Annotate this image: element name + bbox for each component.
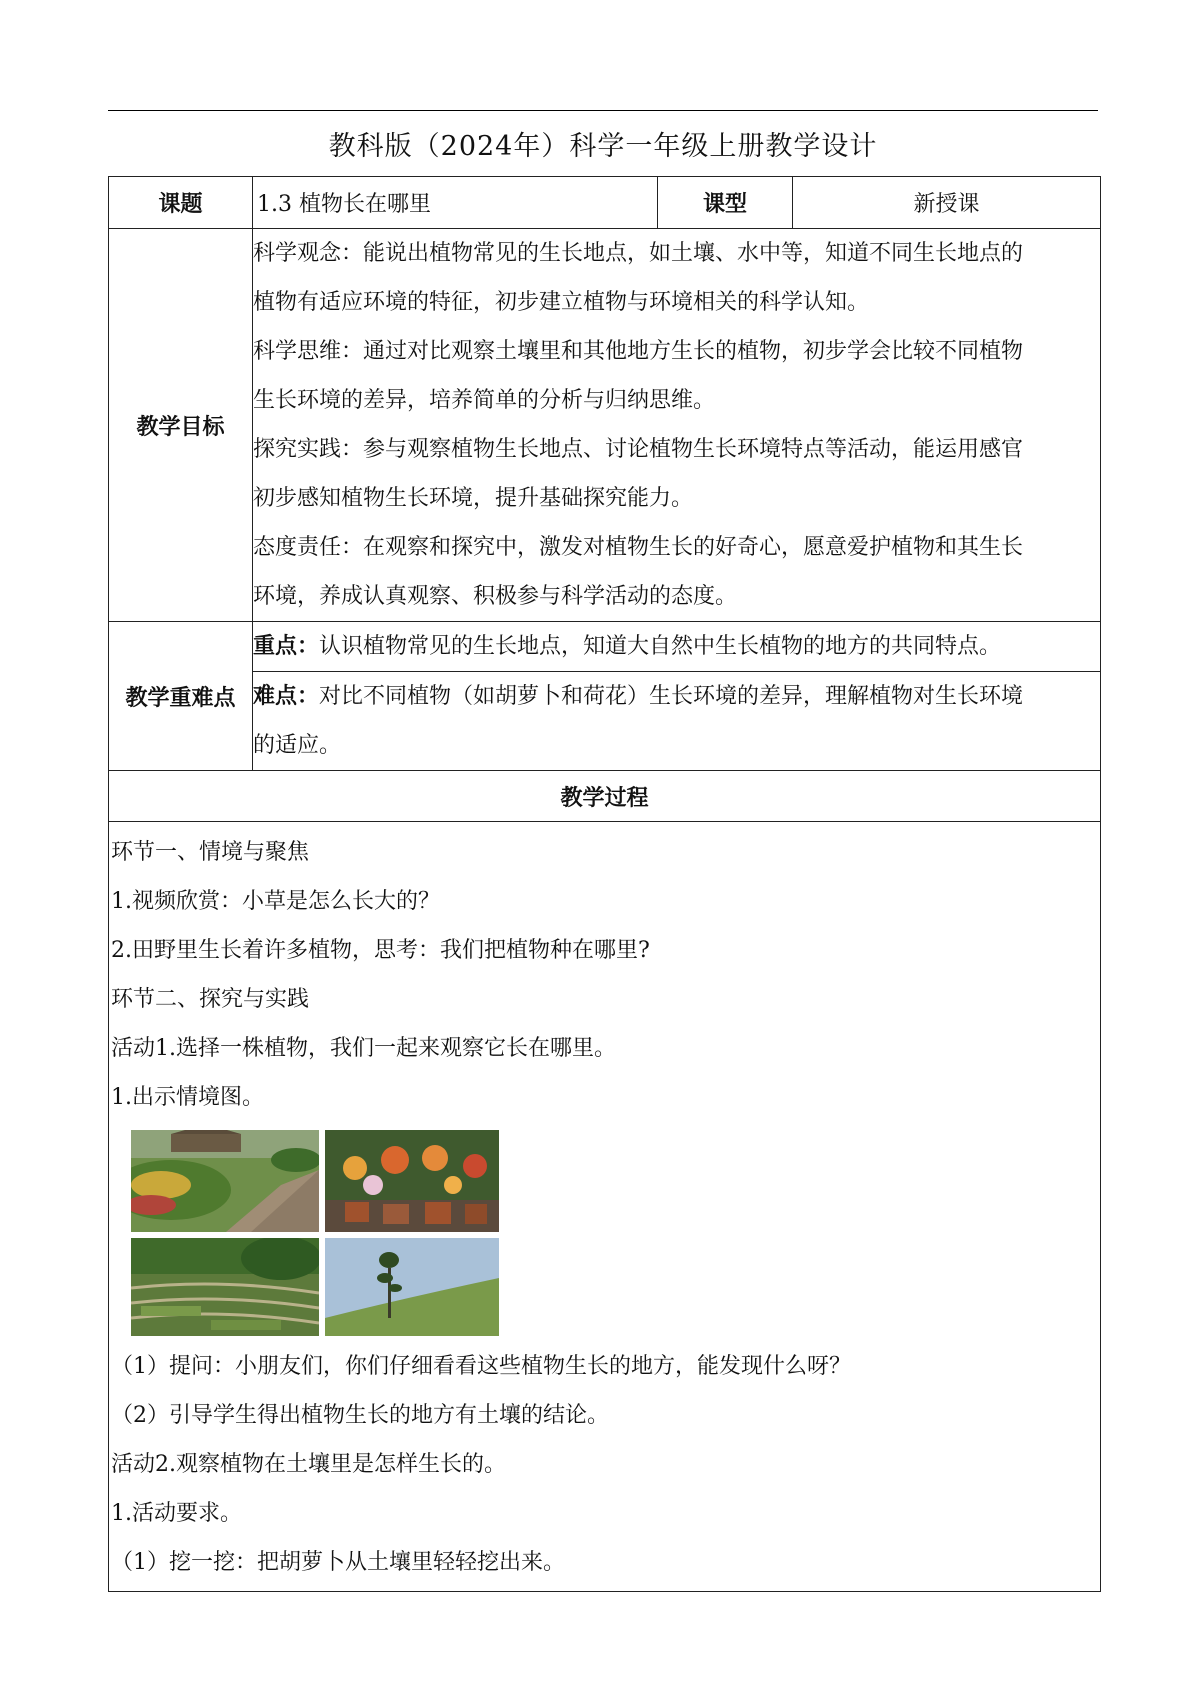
- process-line: 1.出示情境图。: [111, 1085, 264, 1110]
- process-line: （2）引导学生得出植物生长的地方有土壤的结论。: [111, 1403, 609, 1428]
- process-line: 1.视频欣赏：小草是怎么长大的？: [111, 889, 440, 914]
- key-point-label: 重点：: [253, 634, 320, 659]
- topic-row: [109, 177, 1101, 229]
- objective-line: 科学观念：能说出植物常见的生长地点，如土壤、水中等，知道不同生长地点的: [253, 241, 1024, 266]
- objective-line: 生长环境的差异，培养简单的分析与归纳思维。: [253, 388, 716, 413]
- process-line: 2.田野里生长着许多植物，思考：我们把植物种在哪里?: [111, 938, 650, 963]
- scene-photo-grid: [131, 1130, 499, 1336]
- hill-tree-photo: [325, 1238, 499, 1336]
- key-point-text: 认识植物常见的生长地点，知道大自然中生长植物的地方的共同特点。: [319, 634, 1002, 659]
- process-header: 教学过程: [109, 771, 1101, 822]
- lesson-plan-table: [108, 176, 1101, 1592]
- lesson-type-value: 新授课: [793, 177, 1101, 229]
- objective-line: 环境，养成认真观察、积极参与科学活动的态度。: [253, 584, 738, 609]
- terraced-field-photo: [131, 1238, 319, 1336]
- process-line: 环节二、探究与实践: [111, 987, 310, 1012]
- key-point-row: [109, 622, 1101, 672]
- process-line: 环节一、情境与聚焦: [111, 840, 310, 865]
- lesson-type-label: 课型: [658, 177, 793, 229]
- document-title: 教科版（2024年）科学一年级上册教学设计: [328, 131, 878, 162]
- top-rule: [108, 110, 1098, 111]
- topic-label: 课题: [109, 177, 253, 229]
- objectives-label: 教学目标: [109, 229, 253, 622]
- potted-flowers-photo: [325, 1130, 499, 1232]
- key-points-label: 教学重难点: [109, 622, 253, 771]
- difficulty-label: 难点：: [253, 684, 320, 709]
- objective-line: 科学思维：通过对比观察土壤里和其他地方生长的植物，初步学会比较不同植物: [253, 339, 1024, 364]
- process-body-row: [109, 822, 1101, 1592]
- process-header-row: [109, 771, 1101, 822]
- objective-line: 探究实践：参与观察植物生长地点、讨论植物生长环境特点等活动，能运用感官: [253, 437, 1024, 462]
- process-line: （1）挖一挖：把胡萝卜从土壤里轻轻挖出来。: [111, 1550, 565, 1575]
- process-line: （1）提问：小朋友们，你们仔细看看这些植物生长的地方，能发现什么呀？: [111, 1354, 851, 1379]
- objective-line: 初步感知植物生长环境，提升基础探究能力。: [253, 486, 694, 511]
- process-line: 1.活动要求。: [111, 1501, 242, 1526]
- key-point-content: [253, 622, 1101, 672]
- difficulty-text: 对比不同植物（如胡萝卜和荷花）生长环境的差异，理解植物对生长环境: [319, 684, 1024, 709]
- objective-line: 植物有适应环境的特征，初步建立植物与环境相关的科学认知。: [253, 290, 870, 315]
- garden-path-photo: [131, 1130, 319, 1232]
- objectives-content: [253, 229, 1101, 622]
- difficulty-content: [253, 672, 1101, 771]
- topic-value: 1.3 植物长在哪里: [253, 177, 658, 229]
- objectives-row: [109, 229, 1101, 622]
- process-line: 活动1.选择一株植物，我们一起来观察它长在哪里。: [111, 1036, 616, 1061]
- objective-line: 态度责任：在观察和探究中，激发对植物生长的好奇心，愿意爱护植物和其生长: [253, 535, 1024, 560]
- process-line: 活动2.观察植物在土壤里是怎样生长的。: [111, 1452, 506, 1477]
- difficulty-row: [109, 672, 1101, 771]
- difficulty-text-cont: 的适应。: [253, 733, 342, 758]
- process-content: [109, 822, 1101, 1592]
